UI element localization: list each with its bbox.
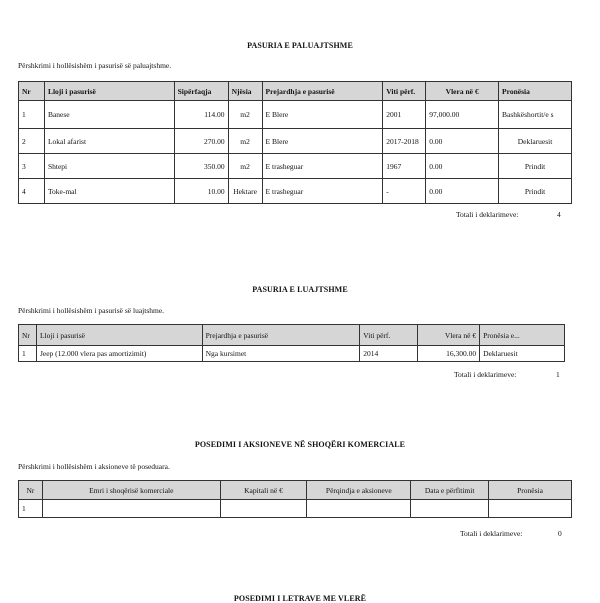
cell-nr: 1: [19, 101, 45, 129]
cell-capital: [220, 500, 307, 518]
section-title-movable: PASURIA E LUAJTSHME: [252, 285, 348, 294]
cell-year: -: [383, 179, 426, 204]
table-row: [19, 101, 572, 129]
header-ownership: Pronësia: [499, 82, 572, 101]
table-row: [19, 346, 565, 362]
header-value: Vlera në €: [418, 325, 480, 346]
cell-nr: 1: [19, 346, 37, 362]
cell-area: 10.00: [174, 179, 228, 204]
cell-origin: E Blere: [262, 101, 383, 129]
cell-origin: E trasheguar: [262, 179, 383, 204]
header-year: Viti përf.: [360, 325, 418, 346]
shares-total-value: 0: [558, 529, 562, 538]
cell-type: Shtepi: [44, 154, 174, 179]
cell-ownership: [489, 500, 572, 518]
immovable-total-value: 4: [557, 210, 561, 219]
movable-total-value: 1: [556, 370, 560, 379]
cell-value: 0.00: [426, 154, 499, 179]
cell-area: 350.00: [174, 154, 228, 179]
cell-nr: 4: [19, 179, 45, 204]
cell-type: Lokal afarist: [44, 129, 174, 154]
cell-area: 114.00: [174, 101, 228, 129]
cell-origin: E Blere: [262, 129, 383, 154]
cell-year: 2001: [383, 101, 426, 129]
cell-type: Banese: [44, 101, 174, 129]
immovable-table: [18, 81, 572, 204]
table-row: [19, 500, 572, 518]
cell-ownership: Deklaruesit: [480, 346, 565, 362]
header-origin: Prejardhja e pasurisë: [262, 82, 383, 101]
cell-nr: 1: [19, 500, 43, 518]
cell-origin: Nga kursimet: [202, 346, 360, 362]
cell-unit: m2: [228, 101, 262, 129]
movable-total-label: Totali i deklarimeve:: [454, 370, 517, 379]
table-row: [19, 129, 572, 154]
immovable-total-label: Totali i deklarimeve:: [456, 210, 519, 219]
cell-company: [42, 500, 220, 518]
cell-type: Jeep (12.000 vlera pas amortizimit): [36, 346, 202, 362]
cell-value: 0.00: [426, 129, 499, 154]
cell-value: 16,300.00: [418, 346, 480, 362]
section-title-securities: POSEDIMI I LETRAVE ME VLERË: [233, 594, 367, 603]
header-percentage: Përqindja e aksioneve: [307, 481, 411, 500]
shares-header-row: [19, 481, 572, 500]
section-description-shares: Përshkrimi i hollësishëm i aksioneve të poseduara.: [18, 462, 170, 471]
cell-value: 0.00: [426, 179, 499, 204]
cell-ownership: Prindit: [499, 179, 572, 204]
cell-year: 2017-2018: [383, 129, 426, 154]
cell-nr: 2: [19, 129, 45, 154]
section-description-movable: Përshkrimi i hollësishëm i pasurisë së luajtshme.: [18, 306, 165, 315]
cell-origin: E trasheguar: [262, 154, 383, 179]
cell-percentage: [307, 500, 411, 518]
header-company: Emri i shoqërisë komerciale: [42, 481, 220, 500]
shares-table: [18, 480, 572, 518]
cell-type: Toke-mal: [44, 179, 174, 204]
header-nr: Nr: [19, 481, 43, 500]
header-origin: Prejardhja e pasurisë: [202, 325, 360, 346]
header-nr: Nr: [19, 325, 37, 346]
header-nr: Nr: [19, 82, 45, 101]
header-ownership: Pronësia: [489, 481, 572, 500]
movable-header-row: [19, 325, 565, 346]
cell-value: 97,000.00: [426, 101, 499, 129]
section-title-shares: POSEDIMI I AKSIONEVE NË SHOQËRI KOMERCIALE: [194, 440, 406, 449]
table-row: [19, 179, 572, 204]
cell-unit: Hektare: [228, 179, 262, 204]
cell-year: 1967: [383, 154, 426, 179]
cell-nr: 3: [19, 154, 45, 179]
cell-area: 270.00: [174, 129, 228, 154]
header-value: Vlera në €: [426, 82, 499, 101]
section-description-immovable: Përshkrimi i hollësishëm i pasurisë së paluajtshme.: [18, 61, 172, 70]
header-ownership: Pronësia e...: [480, 325, 565, 346]
cell-ownership: Deklaruesit: [499, 129, 572, 154]
header-capital: Kapitali në €: [220, 481, 307, 500]
shares-total-label: Totali i deklarimeve:: [460, 529, 523, 538]
movable-table: [18, 324, 565, 362]
immovable-header-row: [19, 82, 572, 101]
table-row: [19, 154, 572, 179]
header-year: Viti përf.: [383, 82, 426, 101]
header-unit: Njësia: [228, 82, 262, 101]
cell-year: 2014: [360, 346, 418, 362]
header-type: Lloji i pasurisë: [36, 325, 202, 346]
cell-unit: m2: [228, 154, 262, 179]
header-type: Lloji i pasurisë: [44, 82, 174, 101]
section-title-immovable: PASURIA E PALUAJTSHME: [247, 41, 353, 50]
header-date: Data e përfitimit: [411, 481, 489, 500]
cell-ownership: Prindit: [499, 154, 572, 179]
header-area: Sipërfaqja: [174, 82, 228, 101]
cell-date: [411, 500, 489, 518]
cell-ownership: Bashkëshortit/e s: [499, 101, 572, 129]
cell-unit: m2: [228, 129, 262, 154]
